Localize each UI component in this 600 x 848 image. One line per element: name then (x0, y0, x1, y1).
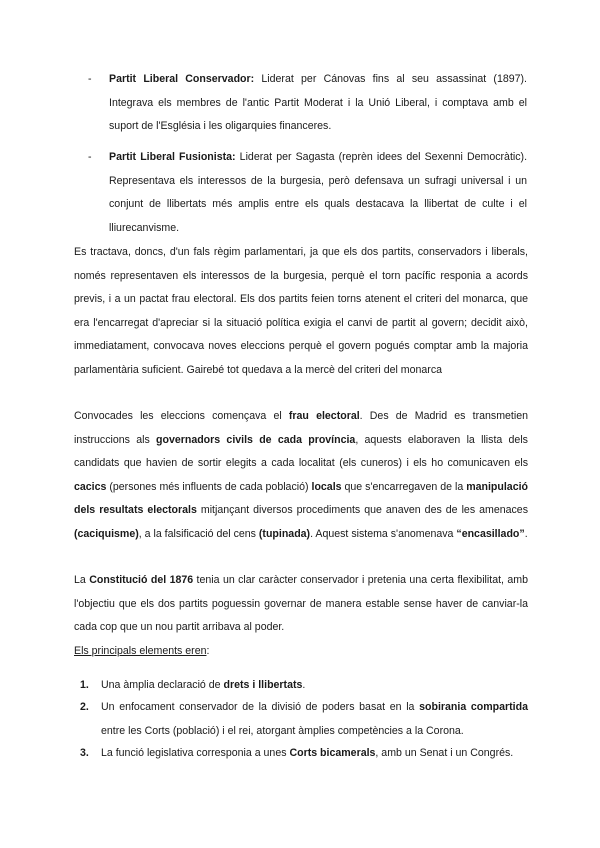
text-run: , a la falsificació del cens (138, 527, 259, 540)
text-run: Una àmplia declaració de (101, 679, 224, 691)
party-description: Liderat per Cánovas fins al seu assassinat (1897). Integrava els membres de l'antic Partit Moderat i la Unió Liberal, i comptava amb el suport de l'Església i les oligarquies financeres. (109, 73, 527, 132)
bullet-mark: - (88, 151, 92, 163)
bold-run: Constitució del 1876 (89, 574, 194, 586)
heading-colon: : (206, 645, 210, 657)
paragraph-text (74, 405, 528, 546)
element-text (101, 674, 528, 698)
text-run: , aquests elaboraven la llista dels candidats que havien de sortir elegits a cada localitat (els cuneros) i els ho comunicaven els (74, 433, 528, 469)
bold-run: governadors civils de cada província (156, 433, 356, 446)
text-run: . (302, 679, 306, 691)
bold-run: Corts bicamerals (289, 747, 376, 759)
text-run: La (74, 574, 90, 586)
bold-run: frau electoral (288, 410, 360, 422)
text-run: . (524, 527, 528, 540)
paragraph-text (74, 569, 528, 640)
text-run: (persones més influents de cada població) (106, 480, 312, 493)
paragraph-constitucio (74, 569, 528, 640)
bold-run: locals (311, 480, 342, 493)
element-text (101, 696, 528, 743)
text-run: . Des de Madrid es transmetien instruccions als (74, 410, 529, 446)
party-description: Liderat per Sagasta (reprèn idees del Sexenni Democràtic). Representava els interessos de la burgesia, però defensava un sufragi universal i un conjunt de llibertats més amplis entre els quals destacava la llibertat de culte i el lliurecanvisme. (109, 151, 528, 234)
element-text (101, 742, 528, 766)
text-run: , amb un Senat i un Congrés. (375, 747, 514, 759)
elements-heading (74, 640, 528, 664)
bold-run: cacics (74, 480, 107, 493)
bullet-text (109, 68, 527, 139)
list-number: 1. (80, 679, 89, 691)
list-number: 2. (80, 701, 89, 713)
text-run: La funció legislativa corresponia a unes (101, 747, 290, 759)
bold-run: “encasillado” (456, 527, 525, 540)
party-name: Partit Liberal Fusionista: (109, 151, 236, 163)
list-number: 3. (80, 747, 89, 759)
bullet-mark: - (88, 73, 92, 85)
heading-line (74, 640, 528, 664)
text-run: Un enfocament conservador de la divisió de poders basat en la (101, 701, 420, 713)
bold-run: (tupinada) (258, 527, 311, 540)
text-run: mitjançant diversos procediments que anaven des de les amenaces (196, 504, 528, 516)
text-run: Convocades les eleccions començava el (74, 410, 289, 422)
heading-text: Els principals elements eren (74, 645, 207, 657)
bold-run: drets i llibertats (223, 679, 303, 691)
text-run: . Aquest sistema s'anomenava (310, 527, 457, 540)
text-run: entre les Corts (població) i el rei, atorgant àmplies competències a la Corona. (101, 724, 464, 737)
party-name: Partit Liberal Conservador: (109, 73, 255, 85)
text-run: tenia un clar caràcter conservador i pretenia una certa flexibilitat, amb l'objectiu que els dos partits poguessin governar de manera estable sense haver de canviar-la cada cop que un nou partit arribava al poder. (74, 574, 528, 633)
bold-run: manipulació dels resultats electorals (74, 480, 528, 516)
paragraph-text: Es tractava, doncs, d'un fals règim parlamentari, ja que els dos partits, conservadors i liberals, només representaven els interessos de la burgesia, perquè el torn pacífic responia a acords previs, i a un pactat frau electoral. Els dos partits feien torns atenent el criteri del monarca, que era l'encarregat d'apreciar si la situació política exigia el canvi de partit al govern; decidit això, immediatament, convocava noves eleccions perquè el govern pogués comptar amb la majoria parlamentària suficient. Gairebé tot quedava a la mercè del criteri del monarca (74, 246, 528, 376)
bold-run: sobirania compartida (419, 701, 528, 713)
paragraph-frau-electoral (74, 405, 528, 546)
bullet-text (109, 146, 527, 240)
bold-run: (caciquisme) (74, 527, 139, 540)
paragraph-fals-regim (74, 241, 528, 382)
text-run: que s'encarregaven de la (341, 480, 467, 493)
